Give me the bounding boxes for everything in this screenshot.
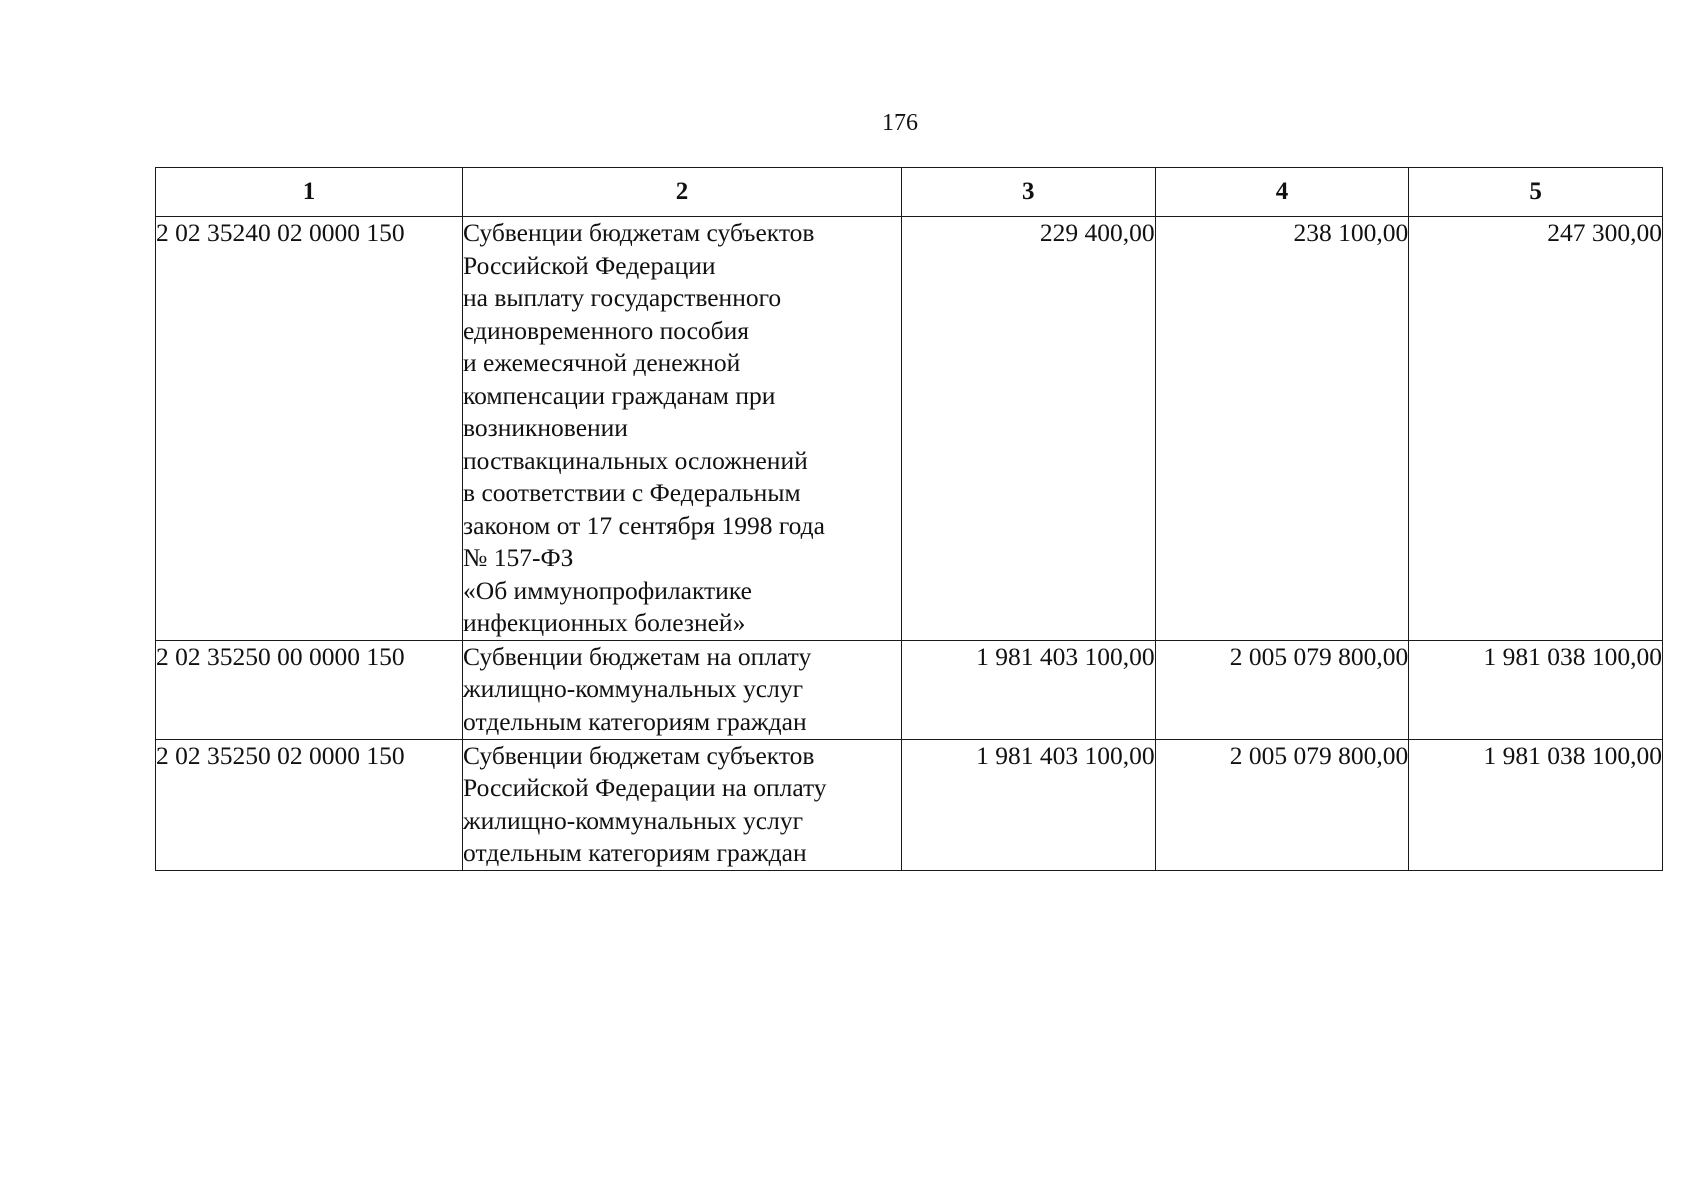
table-header-row [156,168,1663,217]
column-header-code: 1 [156,168,463,217]
amount-cell-2: 238 100,00 [1155,217,1409,641]
table-row [156,217,1663,641]
amount-cell-1: 1 981 403 100,00 [901,640,1155,739]
budget-code-cell: 2 02 35240 02 0000 150 [156,217,463,641]
table-row [156,739,1663,870]
budget-code-cell: 2 02 35250 02 0000 150 [156,739,463,870]
description-cell: Субвенции бюджетам субъектов Российской Федерации на оплату жилищно-коммунальных услуг отдельным категориям граждан [463,739,902,870]
amount-cell-3: 247 300,00 [1409,217,1663,641]
budget-code-cell: 2 02 35250 00 0000 150 [156,640,463,739]
column-header-name: 2 [463,168,902,217]
amount-cell-2: 2 005 079 800,00 [1155,640,1409,739]
amount-cell-3: 1 981 038 100,00 [1409,640,1663,739]
column-header-value-2: 4 [1155,168,1409,217]
column-header-value-1: 3 [901,168,1155,217]
amount-cell-2: 2 005 079 800,00 [1155,739,1409,870]
column-header-value-3: 5 [1409,168,1663,217]
table-row [156,640,1663,739]
amount-cell-1: 1 981 403 100,00 [901,739,1155,870]
budget-table [155,167,1663,871]
amount-cell-3: 1 981 038 100,00 [1409,739,1663,870]
amount-cell-1: 229 400,00 [901,217,1155,641]
description-cell: Субвенции бюджетам на оплату жилищно-коммунальных услуг отдельным категориям граждан [463,640,902,739]
page-number: 176 [882,110,918,136]
description-cell: Субвенции бюджетам субъектов Российской Федерации на выплату государственного единовременного пособия и ежемесячной денежной компенсации гражданам при возникновении поствакцинальных осложнений в соответствии с Федеральным законом от 17 сентября 1998 года № 157-ФЗ «Об иммунопрофилактике инфекционных болезней» [463,217,902,641]
